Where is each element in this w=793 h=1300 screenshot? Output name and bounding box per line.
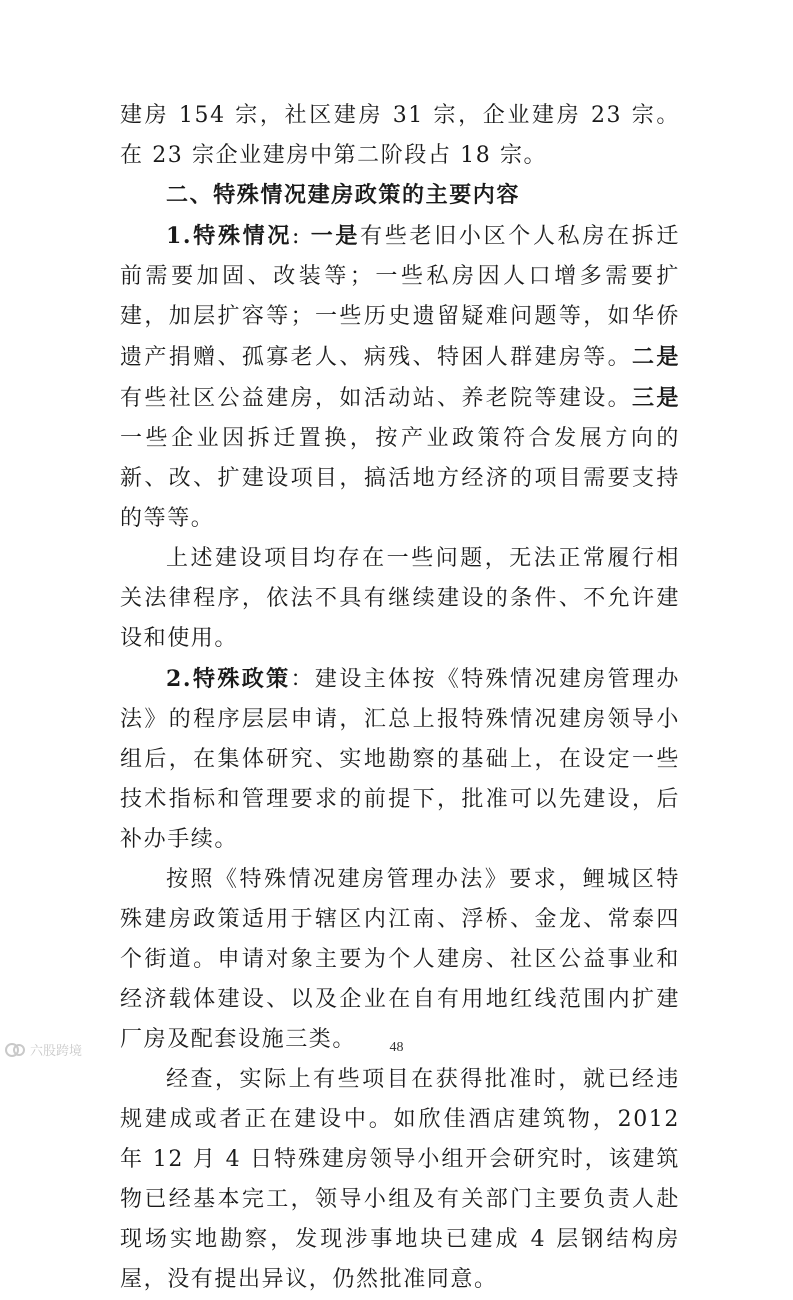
paragraph-scope: 按照《特殊情况建房管理办法》要求，鲤城区特殊建房政策适用于辖区内江南、浮桥、金龙、常泰四个街道。申请对象主要为个人建房、社区公益事业和经济载体建设、以及企业在自有用地红线范围内扩建厂房及配套设施三类。: [120, 867, 680, 1052]
paragraph-investigation: 经查，实际上有些项目在获得批准时，就已经违规建成或者正在建设中。如欣佳酒店建筑物，2012 年 12 月 4 日特殊建房领导小组开会研究时，该建筑物已经基本完工，领导小组及有关部门主要负责人赴现场实地勘察，发现涉事地块已建成 4 层钢结构房屋，没有提出异议，仍然批准同意。: [120, 1067, 680, 1292]
point-one-label: 一是: [310, 223, 361, 249]
section-heading: 二、特殊情况建房政策的主要内容: [166, 183, 521, 208]
watermark-text: 六股跨境: [30, 1044, 83, 1059]
page-number: 48: [389, 1040, 404, 1055]
paragraph-special-cases: [120, 216, 680, 539]
subheading-special-cases: 1.特殊情况: [166, 223, 293, 249]
point-two-text: 有些社区公益建房，如活动站、养老院等建设。: [120, 386, 633, 411]
paragraph-problems: 上述建设项目均存在一些问题，无法正常履行相关法律程序，依法不具有继续建设的条件、不允许建设和使用。: [120, 546, 680, 651]
point-two-label: 二是: [632, 344, 680, 370]
point-one-text: 有些老旧小区个人私房在拆迁前需要加固、改装等；一些私房因人口增多需要扩建，加层扩容等；一些历史遗留疑难问题等，如华侨遗产捐赠、孤寡老人、病残、特困人群建房等。: [120, 224, 681, 370]
body-text: [120, 96, 680, 1300]
point-three-label: 三是: [632, 385, 680, 411]
subheading-special-policy: 2.特殊政策: [166, 666, 291, 692]
paragraph-special-policy: [120, 659, 680, 860]
watermark: [4, 1040, 82, 1059]
special-policy-text: ：建设主体按《特殊情况建房管理办法》的程序层层申请，汇总上报特殊情况建房领导小组后，在集体研究、实地勘察的基础上，在设定一些技术指标和管理要求的前提下，批准可以先建设，后补办手续。: [120, 667, 680, 852]
colon: :: [292, 224, 311, 249]
paragraph-1: 建房 154 宗，社区建房 31 宗，企业建房 23 宗。在 23 宗企业建房中第二阶段占 18 宗。: [120, 103, 680, 168]
point-three-text: 一些企业因拆迁置换，按产业政策符合发展方向的新、改、扩建设项目，搞活地方经济的项目需要支持的等等。: [120, 426, 680, 531]
watermark-logo-icon: [4, 1042, 26, 1058]
